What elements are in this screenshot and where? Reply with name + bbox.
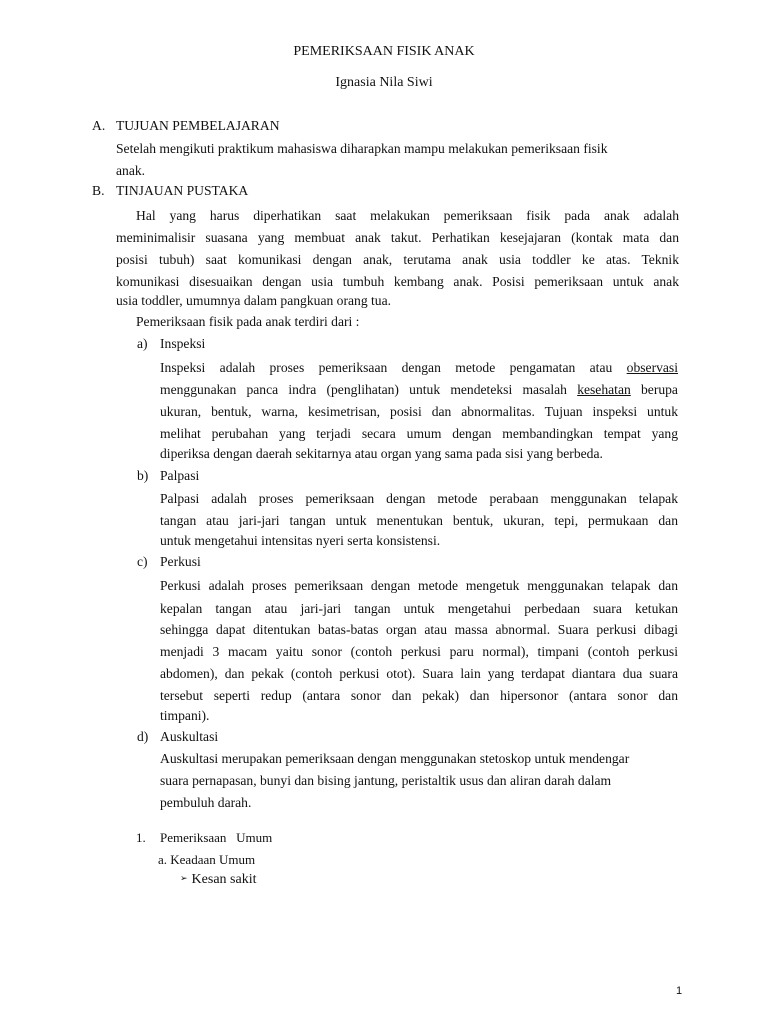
item-title: Inspeksi bbox=[160, 336, 206, 351]
kesehatan-link[interactable]: kesehatan bbox=[577, 382, 631, 397]
item-title: Perkusi bbox=[160, 554, 201, 569]
item-label: d) bbox=[137, 729, 149, 744]
item-text-line: Palpasi adalah proses pemeriksaan dengan metode perabaan menggunakan telapak bbox=[160, 491, 678, 506]
paragraph-line: Hal yang harus diperhatikan saat melakukan pemeriksaan fisik pada anak adalah bbox=[136, 208, 679, 223]
paragraph-line: posisi tubuh) saat komunikasi dengan anak, terutama anak usia toddler ke atas. Teknik bbox=[116, 252, 679, 267]
bullet-item bbox=[180, 872, 256, 889]
item-text-line: melihat perubahan yang terjadi secara umum dengan membandingkan tempat yang bbox=[160, 426, 678, 441]
paragraph-line: meminimalisir suasana yang membuat anak takut. Perhatikan kesejajaran (kontak mata dan bbox=[116, 230, 679, 245]
item-text-line: diperiksa dengan daerah sekitarnya atau organ yang sama pada sisi yang berbeda. bbox=[160, 446, 603, 461]
section-a-text-line: Setelah mengikuti praktikum mahasiswa diharapkan mampu melakukan pemeriksaan fisik bbox=[116, 141, 608, 156]
item-label: a) bbox=[137, 336, 148, 351]
section-a-text-line: anak. bbox=[116, 163, 146, 178]
list-item-number: 1. bbox=[136, 830, 146, 845]
item-title: Palpasi bbox=[160, 468, 200, 483]
document-author: Ignasia Nila Siwi bbox=[335, 75, 433, 90]
item-label: c) bbox=[137, 554, 148, 569]
sub-item: a. Keadaan Umum bbox=[158, 852, 256, 867]
paragraph-line: komunikasi disesuaikan dengan usia tumbuh kembang anak. Posisi pemeriksaan untuk anak bbox=[116, 274, 679, 289]
paragraph-line: usia toddler, umumnya dalam pangkuan orang tua. bbox=[116, 293, 392, 308]
item-text-line: tersebut seperti redup (antara sonor dan pekak) dan hipersonor (antara sonor dan bbox=[160, 688, 678, 703]
item-text-line: ukuran, bentuk, warna, kesimetrisan, posisi dan abnormalitas. Tujuan inspeksi untuk bbox=[160, 404, 678, 419]
section-a-number: A. bbox=[92, 118, 106, 133]
item-text-line: abdomen), dan pekak (contoh perkusi otot). Suara lain yang terdapat diantara dua suara bbox=[160, 666, 678, 681]
item-text-line: sehingga dapat ditentukan batas-batas organ atau massa abnormal. Suara perkusi dibagi bbox=[160, 622, 678, 637]
item-text-line: menggunakan panca indra (penglihatan) untuk mendeteksi masalah kesehatan berupa bbox=[160, 382, 678, 397]
item-text-line: Perkusi adalah proses pemeriksaan dengan metode mengetuk menggunakan telapak dan bbox=[160, 578, 678, 593]
arrowhead-bullet-icon: ➢ bbox=[180, 874, 188, 884]
document-title: PEMERIKSAAN FISIK ANAK bbox=[293, 44, 475, 59]
observasi-link[interactable]: observasi bbox=[626, 360, 678, 375]
item-text-line: timpani). bbox=[160, 708, 210, 723]
item-title: Auskultasi bbox=[160, 729, 219, 744]
item-text-line: Inspeksi adalah proses pemeriksaan dengan metode pengamatan atau observasi bbox=[160, 360, 678, 375]
item-text-line: menjadi 3 macam yaitu sonor (contoh perkusi paru normal), timpani (contoh perkusi bbox=[160, 644, 678, 659]
item-text-line: Auskultasi merupakan pemeriksaan dengan menggunakan stetoskop untuk mendengar bbox=[160, 751, 630, 766]
page-number: 1 bbox=[676, 985, 683, 997]
item-text-line: suara pernapasan, bunyi dan bising jantung, peristaltik usus dan aliran darah dalam bbox=[160, 773, 612, 788]
item-text-line: tangan atau jari-jari tangan untuk menentukan bentuk, ukuran, tepi, permukaan dan bbox=[160, 513, 678, 528]
section-b-number: B. bbox=[92, 183, 105, 198]
section-b-title: TINJAUAN PUSTAKA bbox=[116, 183, 249, 198]
bullet-item-text: Kesan sakit bbox=[191, 872, 257, 887]
item-text-line: kepalan tangan atau jari-jari tangan untuk mengetahui perbedaan suara ketukan bbox=[160, 601, 678, 616]
item-text-line: untuk mengetahui intensitas nyeri serta konsistensi. bbox=[160, 533, 441, 548]
list-item-text: Pemeriksaan Umum bbox=[160, 830, 273, 845]
item-label: b) bbox=[137, 468, 149, 483]
section-a-title: TUJUAN PEMBELAJARAN bbox=[116, 118, 280, 133]
item-text-line: pembuluh darah. bbox=[160, 795, 252, 810]
list-intro: Pemeriksaan fisik pada anak terdiri dari : bbox=[136, 314, 360, 329]
